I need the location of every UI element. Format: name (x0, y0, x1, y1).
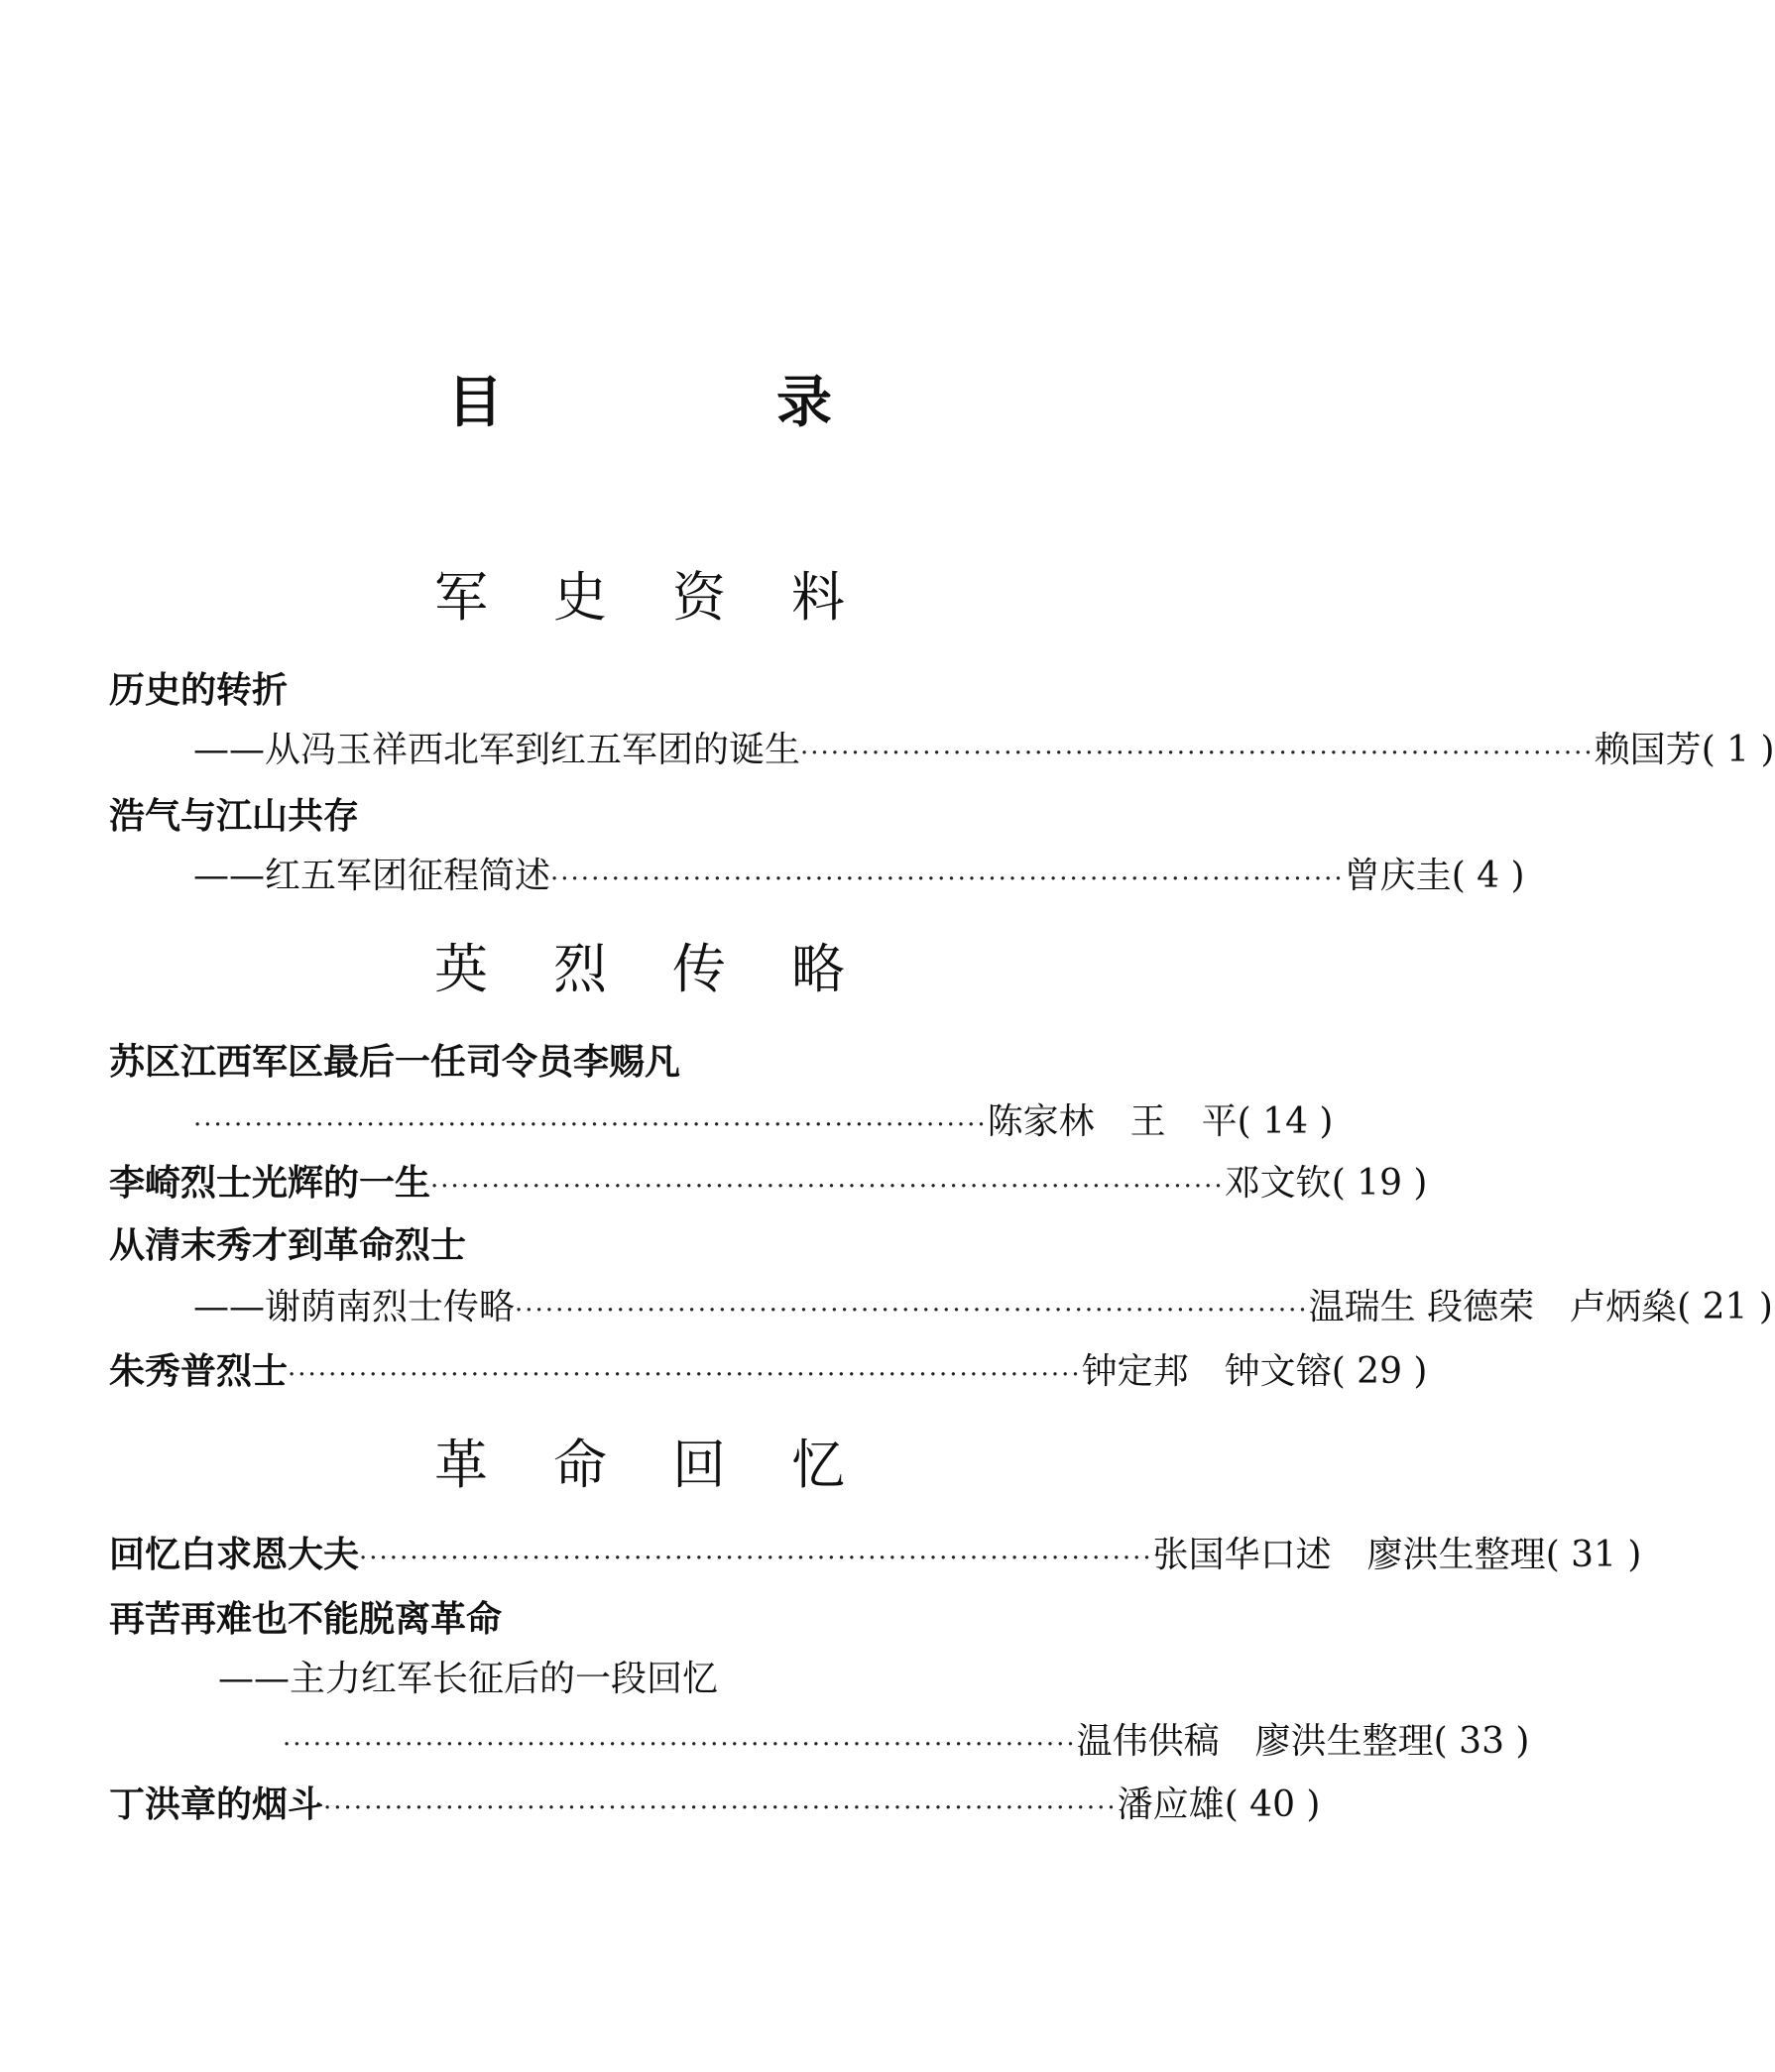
entry-title: 回忆白求恩大夫 (109, 1535, 360, 1575)
entry-subtitle: ——谢荫南烈士传略 (193, 1287, 516, 1327)
entry-page: ( 29 ) (1331, 1351, 1428, 1392)
entry-page: ( 14 ) (1237, 1101, 1334, 1142)
entry-author: 邓文钦 (1224, 1163, 1332, 1204)
entry-author: 曾庆圭 (1344, 856, 1452, 896)
entry-page: ( 19 ) (1331, 1163, 1428, 1204)
entry-title: 李崎烈士光辉的一生 (109, 1163, 431, 1204)
dot-leader: ·············································································· (359, 1544, 1153, 1573)
toc-line (109, 1527, 1642, 1577)
section-heading-martyr-biographies: 英烈传略 (434, 938, 910, 1000)
entry-page: ( 33 ) (1433, 1721, 1530, 1762)
toc-line (193, 722, 1775, 772)
toc-title: 目 录 (447, 371, 941, 435)
toc-line (109, 1343, 1428, 1394)
toc-line (193, 848, 1525, 898)
entry-subtitle: ——红五军团征程简述 (193, 856, 551, 896)
section-heading-revolutionary-memoirs: 革命回忆 (434, 1434, 910, 1496)
entry-title: 再苦再难也不能脱离革命 (109, 1599, 503, 1640)
entry-title: 朱秀普烈士 (109, 1351, 289, 1392)
toc-line (109, 1155, 1428, 1206)
section-heading-military-history: 军史资料 (434, 566, 910, 629)
entry-page: ( 21 ) (1677, 1287, 1773, 1327)
toc-line (283, 1713, 1530, 1764)
entry-author: 温伟供稿 廖洪生整理 (1076, 1721, 1434, 1762)
dot-leader: ·············································································· (550, 864, 1345, 894)
entry-title: 从清末秀才到革命烈士 (109, 1225, 467, 1266)
entry-author: 钟定邦 钟文镕 (1081, 1351, 1332, 1392)
entry-author: 赖国芳 (1594, 730, 1702, 770)
entry-author: 陈家林 王 平 (987, 1101, 1238, 1142)
entry-title: 苏区江西军区最后一任司令员李赐凡 (109, 1042, 681, 1083)
entry-page: ( 4 ) (1451, 856, 1525, 896)
entry-author: 潘应雄 (1117, 1784, 1225, 1825)
entry-subtitle: ——主力红军长征后的一段回忆 (218, 1659, 719, 1699)
entry-page: ( 40 ) (1224, 1784, 1321, 1825)
entry-title: 历史的转折 (109, 670, 289, 711)
toc-line (193, 1279, 1773, 1329)
toc-line (193, 1094, 1334, 1144)
dot-leader: ·············································································· (515, 1296, 1309, 1325)
entry-author: 张国华口述 廖洪生整理 (1152, 1535, 1546, 1575)
dot-leader: ·············································································· (323, 1793, 1118, 1823)
entry-page: ( 31 ) (1545, 1535, 1642, 1575)
dot-leader: ·············································································· (430, 1172, 1225, 1202)
dot-leader: ·············································································· (283, 1730, 1077, 1760)
dot-leader: ·············································································· (800, 739, 1595, 768)
entry-author: 温瑞生 段德荣 卢炳燊 (1308, 1287, 1678, 1327)
entry-subtitle: ——从冯玉祥西北军到红五军团的诞生 (193, 730, 801, 770)
dot-leader: ·············································································· (193, 1110, 988, 1140)
entry-title: 浩气与江山共存 (109, 796, 360, 837)
toc-line (109, 1777, 1321, 1827)
entry-page: ( 1 ) (1701, 730, 1775, 770)
entry-title: 丁洪章的烟斗 (109, 1784, 324, 1825)
dot-leader: ·············································································· (288, 1360, 1082, 1390)
